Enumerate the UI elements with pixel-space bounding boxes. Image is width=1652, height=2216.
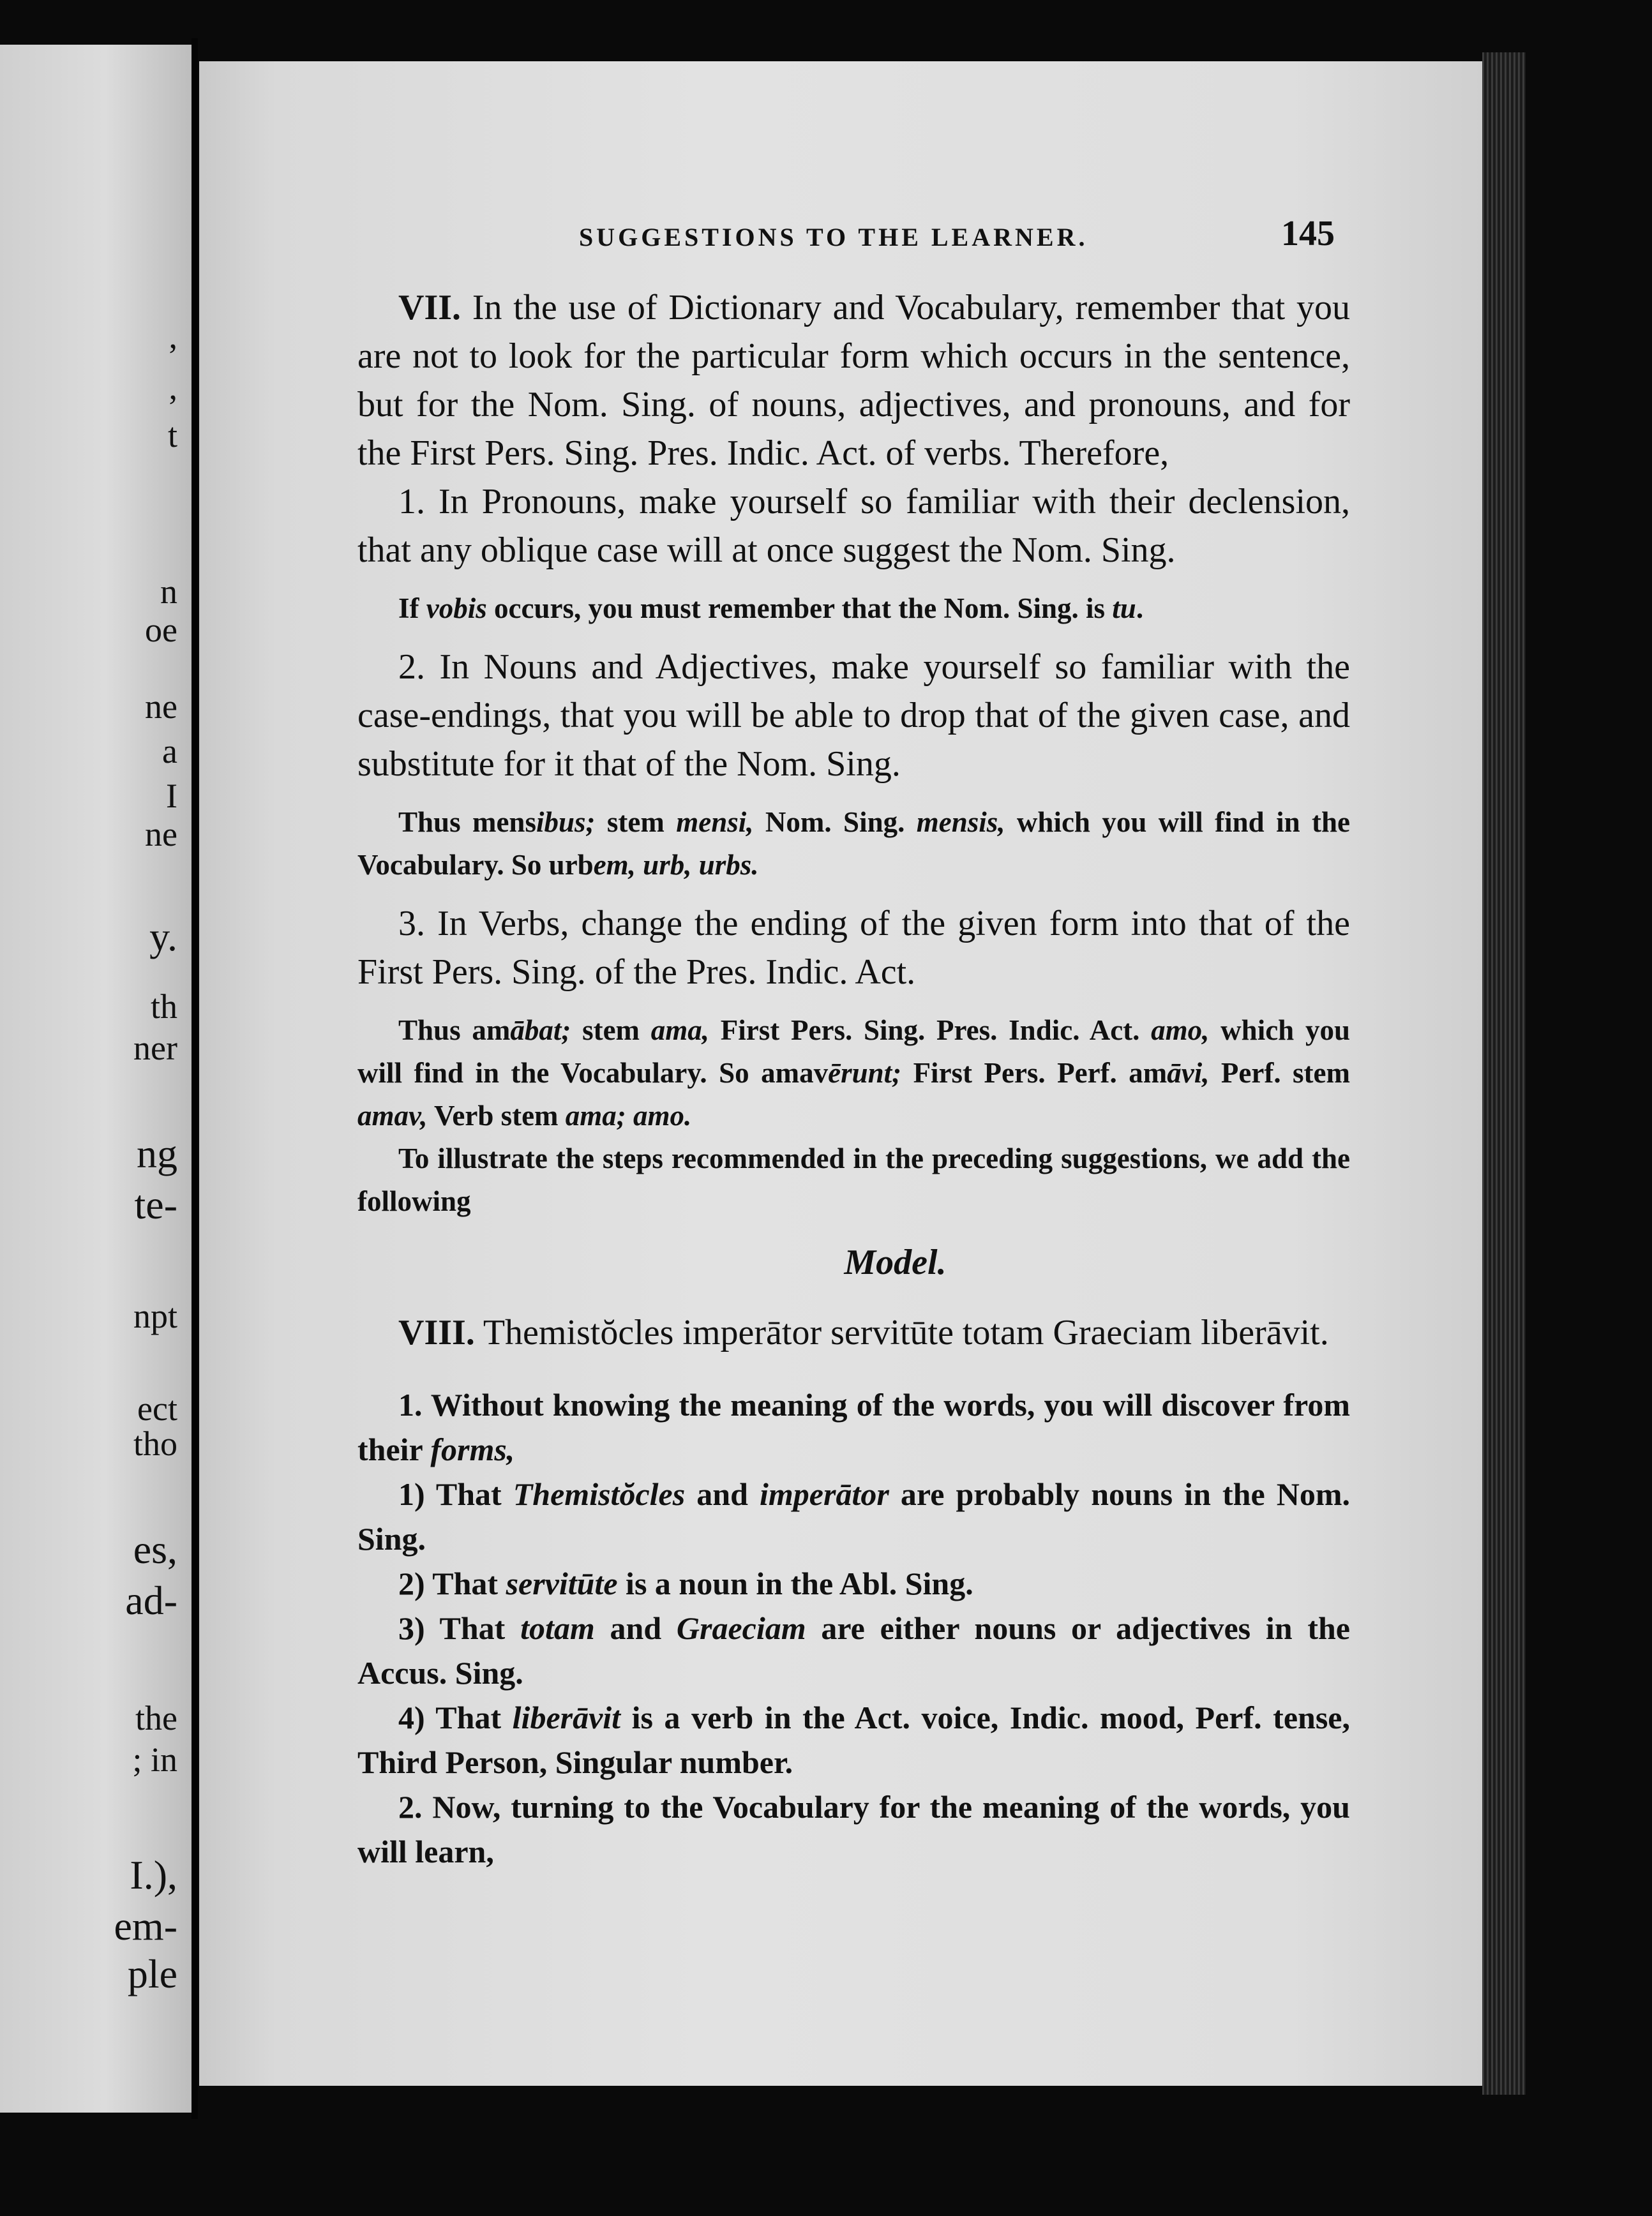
step-1-paragraph (357, 1382, 1350, 1472)
item-2-note (357, 801, 1350, 887)
latin-word: vobis (426, 592, 487, 624)
note-text: which you will find in the Vocabulary. So urb (357, 806, 1350, 881)
step-1-sub-3 (357, 1606, 1350, 1695)
margin-fragment: y. (149, 914, 177, 959)
latin-word: ābat; (510, 1014, 571, 1046)
latin-word: servitūte (506, 1566, 618, 1601)
margin-fragment: a (162, 732, 177, 770)
step-1-sub-2 (357, 1561, 1350, 1606)
page-header (199, 213, 1482, 264)
latin-word: āvi, (1167, 1057, 1210, 1089)
item-2-paragraph: 2. In Nouns and Adjectives, make yourself so familiar with the case-endings, that you will be able to drop that of the given case, and substitute for it that of the Nom. Sing. (357, 647, 1350, 784)
latin-word: forms, (430, 1432, 515, 1467)
margin-fragment: npt (133, 1297, 177, 1335)
margin-fragment: ect (137, 1389, 177, 1428)
facing-page-fragment (0, 45, 195, 2113)
step-text: are probably nouns in the Nom. Sing. (357, 1476, 1350, 1557)
note-text: which you will find in the Vocabulary. So amav (357, 1014, 1350, 1089)
margin-fragment: em- (114, 1903, 177, 1949)
step-text: 2) That (398, 1566, 506, 1601)
note-text: Perf. stem (1209, 1057, 1350, 1089)
latin-word: mensi, (676, 806, 754, 838)
section-number: VII. (398, 288, 462, 327)
margin-fragment: th (150, 987, 177, 1026)
latin-word: em, urb, urbs. (593, 849, 759, 881)
page-number: 145 (1281, 214, 1335, 253)
section-text: In the use of Dictionary and Vocabulary, remember that you are not to look for the particular form which occurs in the sentence, but for the Nom. Sing. of nouns, adjectives, and pronouns, and for the First Pers. Sing. Pres. Indic. Act. of verbs. Therefore, (357, 288, 1350, 473)
margin-fragment: ; in (132, 1741, 177, 1779)
latin-word: ērunt; (828, 1057, 902, 1089)
book-page (199, 61, 1482, 2086)
note-text: First Pers. Perf. am (901, 1057, 1168, 1089)
latin-word: amav, (357, 1100, 428, 1132)
section-viii-paragraph (357, 1308, 1350, 1357)
margin-fragment: es, (133, 1527, 177, 1572)
section-text: Themistŏcles imperātor servitūte totam Graeciam liberāvit. (483, 1313, 1329, 1352)
model-heading: Model. (844, 1243, 947, 1282)
margin-fragment: te- (134, 1182, 177, 1227)
margin-fragment: ple (127, 1951, 177, 1996)
note-text: Verb stem (427, 1100, 566, 1132)
note-text: First Pers. Sing. Pres. Indic. Act. (709, 1014, 1152, 1046)
margin-fragment: t (167, 416, 177, 454)
item-1-paragraph: 1. In Pronouns, make yourself so familiar with their declension, that any oblique case will at once suggest the Nom. Sing. (357, 482, 1350, 570)
step-text: 4) That (398, 1700, 513, 1735)
step-2-paragraph: 2. Now, turning to the Vocabulary for the meaning of the words, you will learn, (357, 1789, 1350, 1869)
latin-word: ama; amo. (565, 1100, 692, 1132)
margin-fragment: ng (137, 1131, 177, 1176)
step-text: 1) That (398, 1476, 513, 1512)
step-1-sub-4 (357, 1695, 1350, 1785)
latin-word: amo, (1151, 1014, 1210, 1046)
page-edges (1482, 52, 1526, 2095)
step-text: and (594, 1610, 677, 1646)
latin-word: ama, (650, 1014, 710, 1046)
margin-fragment: ne (145, 815, 177, 853)
note-text: Nom. Sing. (753, 806, 917, 838)
margin-fragment: I.), (130, 1852, 177, 1898)
margin-fragment: ad- (125, 1578, 177, 1623)
margin-fragment: ne (145, 687, 177, 726)
margin-fragment: the (135, 1699, 177, 1737)
section-number: VIII. (398, 1313, 475, 1352)
note-text: . (1136, 592, 1144, 624)
step-1-sub-1 (357, 1472, 1350, 1561)
step-text: 1. Without knowing the meaning of the words, you will discover from their (357, 1387, 1350, 1467)
margin-fragment: , (169, 317, 177, 356)
note-text: stem (571, 1014, 651, 1046)
latin-word: imperātor (760, 1476, 889, 1512)
note-text: occurs, you must remember that the Nom. Sing. is (486, 592, 1113, 624)
note-text: Thus am (398, 1014, 511, 1046)
margin-fragment: tho (133, 1425, 177, 1463)
latin-word: tu (1112, 592, 1136, 624)
note-text: stem (595, 806, 677, 838)
item-3-paragraph: 3. In Verbs, change the ending of the given form into that of the First Pers. Sing. of the Pres. Indic. Act. (357, 904, 1350, 992)
latin-word: mensis, (916, 806, 1005, 838)
latin-word: ibus; (536, 806, 596, 838)
step-text: is a noun in the Abl. Sing. (617, 1566, 973, 1601)
latin-word: Themistŏcles (513, 1476, 686, 1512)
page-body (357, 283, 1350, 1874)
latin-word: Graeciam (676, 1610, 806, 1646)
margin-fragment: ner (133, 1029, 177, 1067)
note-text: If (398, 592, 426, 624)
step-text: are either nouns or adjectives in the Accus. Sing. (357, 1610, 1350, 1691)
running-head: SUGGESTIONS TO THE LEARNER. (579, 223, 1088, 251)
margin-fragment: I (166, 777, 177, 815)
latin-word: liberāvit (512, 1700, 621, 1735)
note-text: Thus mens (398, 806, 536, 838)
item-1-note (357, 587, 1350, 630)
latin-word: totam (520, 1610, 595, 1646)
item-3-note (357, 1009, 1350, 1137)
step-text: 3) That (398, 1610, 521, 1646)
section-vii-paragraph (357, 283, 1350, 477)
margin-fragment: oe (145, 611, 177, 649)
margin-fragment: n (160, 573, 177, 611)
step-text: is a verb in the Act. voice, Indic. mood, Perf. tense, Third Person, Singular number. (357, 1700, 1350, 1780)
margin-fragment: , (169, 368, 177, 407)
illustrate-note: To illustrate the steps recommended in the preceding suggestions, we add the following (357, 1142, 1350, 1217)
book-gutter (191, 38, 198, 2119)
step-text: and (685, 1476, 760, 1512)
